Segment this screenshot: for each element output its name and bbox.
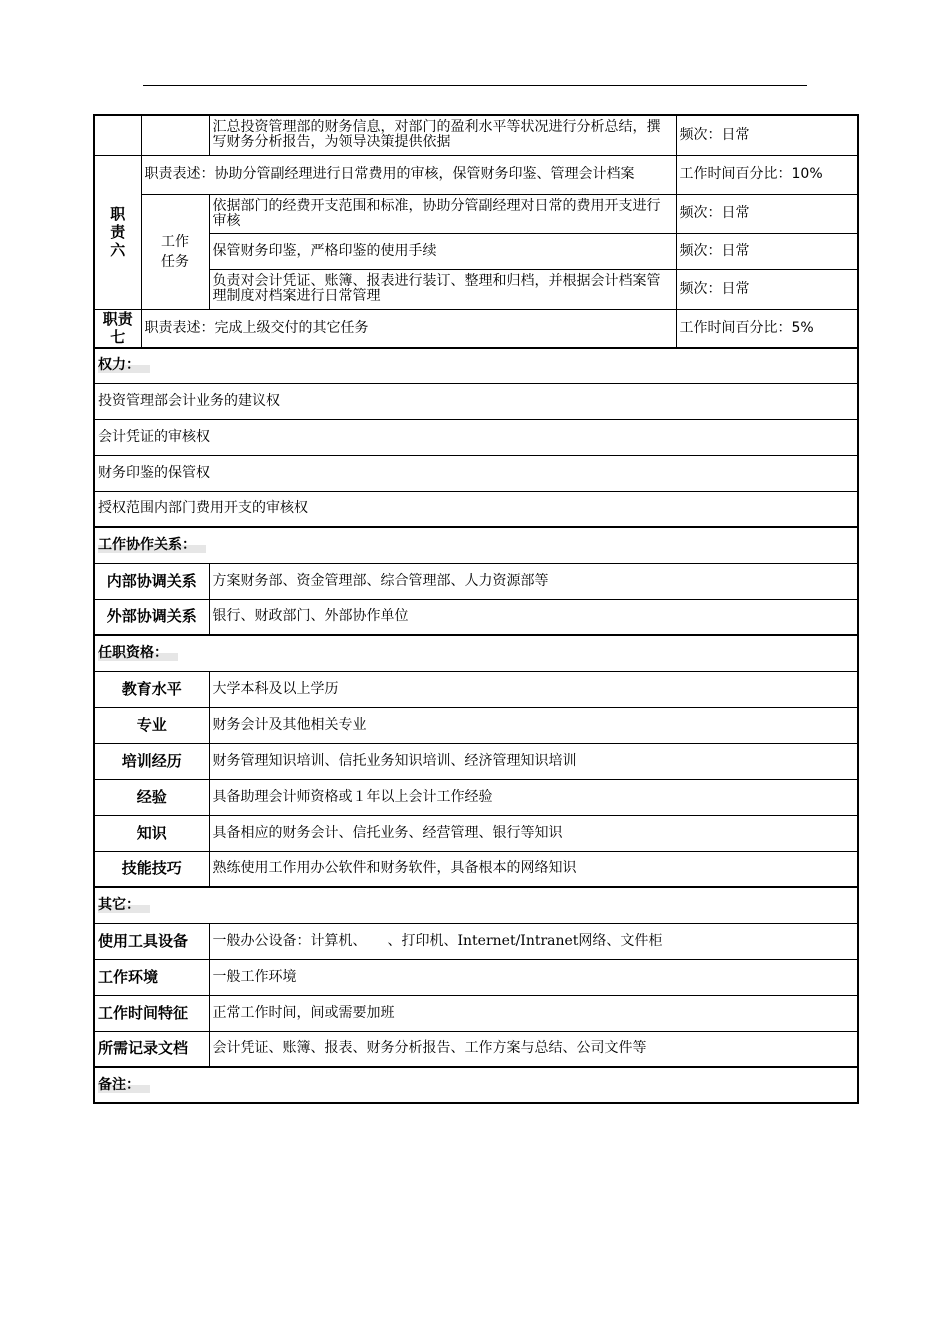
- qualification-label-3: 培训经历: [94, 743, 209, 779]
- qualification-label-5: 知识: [94, 815, 209, 851]
- duty6-label-text: 职责六: [110, 205, 126, 259]
- power-item-4: 授权范围内部门费用开支的审核权: [94, 491, 858, 527]
- other-value-1: 一般办公设备：计算机、 、打印机、Internet/Intranet网络、文件柜: [209, 923, 858, 959]
- duty6-task-1-text: 依据部门的经费开支范围和标准，协助分管副经理对日常的费用开支进行审核: [209, 194, 676, 233]
- duty6-time-pct: 工作时间百分比：10%: [676, 155, 858, 194]
- duty7-row: [94, 309, 858, 348]
- duty7-label-text: 职责七: [102, 310, 133, 347]
- other-label-4: 所需记录文档: [94, 1031, 209, 1067]
- power-item-row: [94, 491, 858, 527]
- power-item-row: [94, 419, 858, 455]
- qualification-row: [94, 851, 858, 887]
- qualification-value-5: 具备相应的财务会计、信托业务、经营管理、银行等知识: [209, 815, 858, 851]
- other-value-3: 正常工作时间，间或需要加班: [209, 995, 858, 1031]
- cooperation-internal-value: 方案财务部、资金管理部、综合管理部、人力资源部等: [209, 563, 858, 599]
- qualification-title: 任职资格：: [98, 645, 178, 661]
- qualification-value-3: 财务管理知识培训、信托业务知识培训、经济管理知识培训: [209, 743, 858, 779]
- power-item-3: 财务印鉴的保管权: [94, 455, 858, 491]
- other-label-3: 工作时间特征: [94, 995, 209, 1031]
- header-rule: [143, 85, 807, 86]
- cooperation-row-internal: [94, 563, 858, 599]
- duty6-tasks-label-text: 工作任务: [161, 233, 189, 270]
- duty6-desc: 职责表述：协助分管副经理进行日常费用的审核，保管财务印鉴、管理会计档案: [141, 155, 676, 194]
- other-section-header: [94, 887, 858, 923]
- duty6-task-row-3: [94, 269, 858, 309]
- duty6-task-row-1: [94, 194, 858, 233]
- qualification-row: [94, 743, 858, 779]
- qualification-label-1: 教育水平: [94, 671, 209, 707]
- other-row: [94, 923, 858, 959]
- cooperation-section-header: [94, 527, 858, 563]
- duty7-desc: 职责表述：完成上级交付的其它任务: [141, 309, 676, 348]
- qualification-value-1: 大学本科及以上学历: [209, 671, 858, 707]
- qualification-row: [94, 779, 858, 815]
- power-item-2: 会计凭证的审核权: [94, 419, 858, 455]
- cooperation-title: 工作协作关系：: [98, 537, 206, 553]
- qualification-row: [94, 707, 858, 743]
- duty7-label: [94, 309, 141, 348]
- duty6-task-1-freq: 频次：日常: [676, 194, 858, 233]
- qualification-row: [94, 671, 858, 707]
- other-value-2: 一般工作环境: [209, 959, 858, 995]
- other-row: [94, 959, 858, 995]
- duty6-task-3-text: 负责对会计凭证、账簿、报表进行装订、整理和归档，并根据会计档案管理制度对档案进行日常管理: [209, 269, 676, 309]
- cooperation-external-value: 银行、财政部门、外部协作单位: [209, 599, 858, 635]
- remarks-title: 备注：: [98, 1077, 150, 1093]
- duty6-task-3-freq: 频次：日常: [676, 269, 858, 309]
- power-title: 权力：: [98, 357, 150, 373]
- duty-cont-task-row: [94, 115, 858, 155]
- power-section-header: [94, 348, 858, 383]
- qualification-label-2: 专业: [94, 707, 209, 743]
- duty6-tasks-label: [141, 194, 209, 309]
- other-row: [94, 995, 858, 1031]
- qualification-label-4: 经验: [94, 779, 209, 815]
- other-label-2: 工作环境: [94, 959, 209, 995]
- duty6-task-row-2: [94, 233, 858, 269]
- other-label-1: 使用工具设备: [94, 923, 209, 959]
- duty-cont-tasks-cell: [141, 115, 209, 155]
- duty-cont-task-freq: 频次：日常: [676, 115, 858, 155]
- other-value-4: 会计凭证、账簿、报表、财务分析报告、工作方案与总结、公司文件等: [209, 1031, 858, 1067]
- duty6-desc-row: [94, 155, 858, 194]
- qualification-section-header: [94, 635, 858, 671]
- duty-cont-label-cell: [94, 115, 141, 155]
- qualification-label-6: 技能技巧: [94, 851, 209, 887]
- duty6-task-2-text: 保管财务印鉴，严格印鉴的使用手续: [209, 233, 676, 269]
- job-description-table: [93, 114, 859, 1104]
- job-description-sheet: [93, 114, 857, 1104]
- duty7-time-pct: 工作时间百分比：5%: [676, 309, 858, 348]
- duty-cont-task-text: 汇总投资管理部的财务信息，对部门的盈利水平等状况进行分析总结，撰写财务分析报告，为领导决策提供依据: [209, 115, 676, 155]
- cooperation-internal-label: 内部协调关系: [94, 563, 209, 599]
- qualification-row: [94, 815, 858, 851]
- qualification-value-6: 熟练使用工作用办公软件和财务软件，具备根本的网络知识: [209, 851, 858, 887]
- cooperation-external-label: 外部协调关系: [94, 599, 209, 635]
- duty6-task-2-freq: 频次：日常: [676, 233, 858, 269]
- power-item-1: 投资管理部会计业务的建议权: [94, 383, 858, 419]
- qualification-value-2: 财务会计及其他相关专业: [209, 707, 858, 743]
- qualification-value-4: 具备助理会计师资格或１年以上会计工作经验: [209, 779, 858, 815]
- duty6-label: [94, 155, 141, 309]
- power-item-row: [94, 383, 858, 419]
- other-title: 其它：: [98, 897, 150, 913]
- remarks-section-header: [94, 1067, 858, 1103]
- cooperation-row-external: [94, 599, 858, 635]
- power-item-row: [94, 455, 858, 491]
- other-row: [94, 1031, 858, 1067]
